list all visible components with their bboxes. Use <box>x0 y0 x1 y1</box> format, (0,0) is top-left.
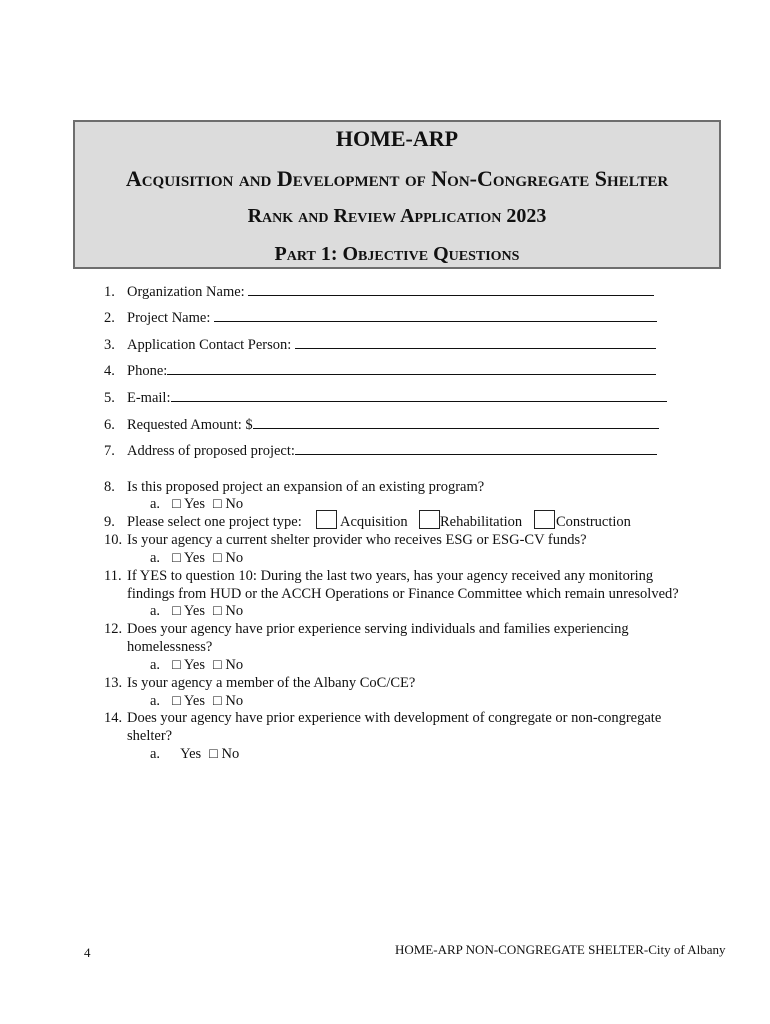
rehabilitation-checkbox[interactable] <box>419 510 440 529</box>
field-label: Phone: <box>127 363 168 379</box>
question-text: Is your agency a member of the Albany CoC/CE? <box>127 675 416 691</box>
acquisition-checkbox[interactable] <box>316 510 337 529</box>
yes-checkbox[interactable]: □ Yes <box>172 550 206 566</box>
field-requested-amount: 6. Requested Amount: $ <box>104 416 659 434</box>
field-label: Project Name: <box>127 310 211 326</box>
organization-name-line[interactable] <box>248 283 654 296</box>
no-checkbox[interactable]: □ No <box>213 496 244 512</box>
page-number: 4 <box>84 945 91 960</box>
construction-checkbox[interactable] <box>534 510 555 529</box>
project-name-line[interactable] <box>214 309 657 322</box>
question-text-cont: shelter? <box>127 728 173 744</box>
field-label: E-mail: <box>127 390 171 406</box>
question-text-cont: findings from HUD or the ACCH Operations or Finance Committee which remain unresolved? <box>127 586 679 602</box>
doc-application-name: Rank and Review Application 2023 <box>247 205 547 227</box>
no-checkbox[interactable]: □ No <box>213 550 244 566</box>
field-project-address: 7. Address of proposed project: <box>104 442 657 460</box>
project-address-line[interactable] <box>295 442 657 455</box>
yes-checkbox[interactable]: □ Yes <box>172 657 206 673</box>
question-text: Does your agency have prior experience with development of congregate or non-congregate <box>127 710 662 726</box>
contact-person-line[interactable] <box>295 336 656 349</box>
footer-title: HOME-ARP NON-CONGREGATE SHELTER-City of Albany <box>395 942 726 957</box>
no-checkbox[interactable]: □ No <box>213 693 244 709</box>
rehabilitation-label: Rehabilitation <box>440 514 523 530</box>
doc-title: HOME-ARP <box>335 126 459 151</box>
no-checkbox[interactable]: □ No <box>209 746 240 762</box>
doc-part-title: Part 1: Objective Questions <box>274 243 520 265</box>
field-label: Organization Name: <box>127 284 245 300</box>
acquisition-label: Acquisition <box>340 514 408 530</box>
email-line[interactable] <box>171 389 667 402</box>
header-box <box>73 120 721 269</box>
construction-label: Construction <box>556 514 631 530</box>
requested-amount-line[interactable] <box>253 416 659 429</box>
phone-line[interactable] <box>167 362 656 375</box>
question-text: If YES to question 10: During the last two years, has your agency received any monitoring <box>127 568 654 584</box>
question-text: Please select one project type: <box>127 514 302 530</box>
yes-checkbox[interactable]: □ Yes <box>172 496 206 512</box>
no-checkbox[interactable]: □ No <box>213 603 244 619</box>
doc-subtitle: Acquisition and Development of Non-Congregate Shelter <box>125 166 669 191</box>
field-contact-person: 3. Application Contact Person: <box>104 336 656 354</box>
question-text-cont: homelessness? <box>127 639 213 655</box>
field-project-name: 2. Project Name: <box>104 309 657 327</box>
yes-checkbox[interactable]: □ Yes <box>172 603 206 619</box>
field-label: Address of proposed project: <box>127 443 295 459</box>
field-label: Requested Amount: $ <box>127 417 253 433</box>
yes-checkbox[interactable]: □ Yes <box>172 693 206 709</box>
field-phone: 4. Phone: <box>104 362 656 380</box>
field-email: 5. E-mail: <box>104 389 667 407</box>
field-label: Application Contact Person: <box>127 337 292 353</box>
field-organization-name: 1. Organization Name: <box>104 283 654 301</box>
question-text: Is this proposed project an expansion of an existing program? <box>127 479 485 495</box>
no-checkbox[interactable]: □ No <box>213 657 244 673</box>
yes-option[interactable]: Yes <box>180 746 202 762</box>
question-text: Is your agency a current shelter provider who receives ESG or ESG-CV funds? <box>127 532 587 548</box>
question-text: Does your agency have prior experience serving individuals and families experiencing <box>127 621 629 637</box>
